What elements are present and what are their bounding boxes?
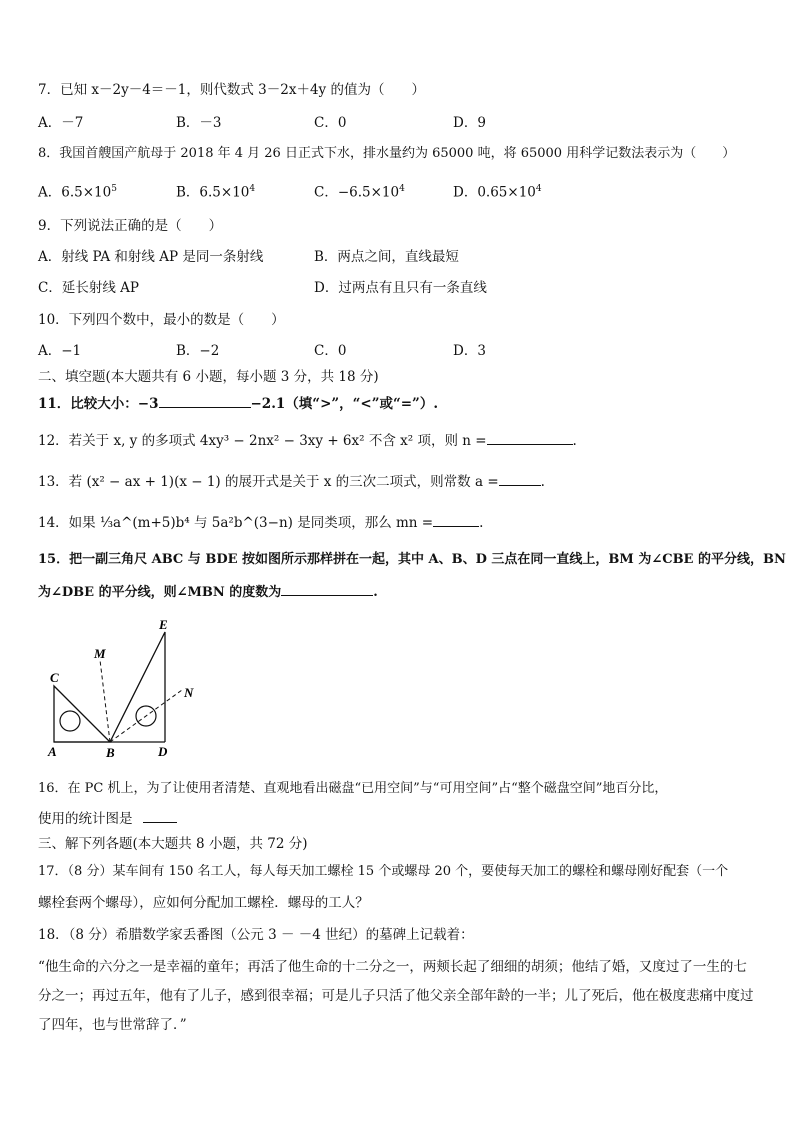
q11-tail: −2.1（填“>”，“<”或“=”）. [250, 396, 439, 412]
triangle-ruler-figure [40, 614, 210, 764]
q8-option-c-exp: 4 [399, 184, 405, 194]
q11 [38, 393, 438, 414]
q12-tail: . [572, 433, 577, 449]
label-m: M [94, 646, 106, 661]
q8-option-d-label: D． [453, 184, 478, 201]
q13 [38, 471, 545, 492]
q7-option-b: B．－3 [176, 115, 222, 131]
q7-option-d: D．9 [453, 115, 486, 131]
q12-answer-blank[interactable] [487, 430, 573, 445]
section-3-heading: 三、解下列各题(本大题共 8 小题，共 72 分) [38, 836, 308, 852]
q17-line1: 17．（8 分）某车间有 150 名工人，每人每天加工螺栓 15 个或螺母 20 个，要使每天加工的螺栓和螺母刚好配套（一个 [38, 864, 729, 879]
q16-text: 使用的统计图是 [38, 811, 133, 827]
q10-stem: 10．下列四个数中，最小的数是（ ） [38, 312, 285, 328]
q14-answer-blank[interactable] [433, 512, 479, 527]
q8-option-c-label: C． [314, 184, 338, 201]
ruler-hole-left [60, 711, 80, 731]
q13-text: 13．若 (x² − ax + 1)(x − 1) 的展开式是关于 x 的三次二项式，则常数 a = [38, 474, 499, 490]
q16-line1: 16．在 PC 机上，为了让使用者清楚、直观地看出磁盘“已用空间”与“可用空间”占“整个磁盘空间”地百分比， [38, 781, 668, 796]
q13-answer-blank[interactable] [499, 471, 541, 486]
q12-text: 12．若关于 x, y 的多项式 4xy³ − 2nx² − 3xy + 6x² 不含 x² 项，则 n = [38, 433, 487, 449]
q15-tail: . [373, 585, 378, 600]
label-a: A [48, 744, 57, 759]
q9-option-d: D．过两点有且只有一条直线 [314, 280, 487, 296]
label-d: D [158, 744, 168, 759]
q8-option-a-exp: 5 [111, 184, 117, 194]
q8-option-d-value: 0.65×10 [477, 184, 536, 201]
q8-option-c-value: −6.5×10 [337, 184, 400, 201]
q8-option-b-label: B． [176, 184, 200, 201]
q10-option-c: C．0 [314, 343, 347, 359]
q16-line2 [38, 808, 177, 829]
q8-option-b-exp: 4 [249, 184, 256, 194]
q8-option-b [176, 179, 255, 203]
q15-line1: 15．把一副三角尺 ABC 与 BDE 按如图所示那样拼在一起，其中 A、B、D 三点在同一直线上，BM 为∠CBE 的平分线，BN [38, 552, 786, 567]
bisector-bn [110, 690, 182, 742]
bisector-bm [100, 660, 110, 742]
q14-tail: . [479, 515, 484, 531]
q15-answer-blank[interactable] [281, 581, 373, 596]
q7-option-c: C．0 [314, 115, 347, 131]
q18-line1: 18．（8 分）希腊数学家丢番图（公元 3 － －4 世纪）的墓碑上记载着： [38, 927, 474, 943]
q8-option-a [38, 179, 117, 203]
q18-epitaph: “他生命的六分之一是幸福的童年；再活了他生命的十二分之一，两颊长起了细细的胡须；他结了婚，又度过了一生的七分之一；再过五年，他有了儿子，感到很幸福；可是儿子只活了他父亲全部年龄的一半；儿了死后，他在极度悲痛中度过了四年，也与世常辞了．” [38, 959, 754, 1033]
q15-text: 为∠DBE 的平分线，则∠MBN 的度数为 [38, 585, 282, 600]
section-2-heading: 二、填空题(本大题共有 6 小题，每小题 3 分，共 18 分) [38, 369, 379, 385]
q8-option-b-value: 6.5×10 [199, 184, 250, 201]
q13-tail: . [540, 474, 545, 490]
q8-option-d-exp: 4 [535, 184, 542, 194]
label-b: B [106, 745, 115, 760]
q14-text: 14．如果 ⅓a^(m+5)b⁴ 与 5a²b^(3−n) 是同类项，那么 mn = [38, 515, 434, 531]
q9-option-a: A．射线 PA 和射线 AP 是同一条射线 [38, 249, 264, 265]
triangle-bde [110, 632, 165, 742]
q7-option-a: A．－7 [38, 115, 84, 131]
label-n: N [184, 685, 194, 700]
label-c: C [50, 670, 59, 685]
q15-line2 [38, 581, 378, 603]
q8-option-c [314, 179, 405, 203]
q10-option-a: A．−1 [38, 343, 82, 359]
q7-stem: 7．已知 x－2y－4＝－1，则代数式 3－2x＋4y 的值为（ ） [38, 82, 425, 98]
q12 [38, 430, 577, 451]
label-e: E [159, 617, 168, 632]
q17-line2: 螺栓套两个螺母），应如何分配加工螺栓．螺母的工人？ [38, 895, 369, 911]
q8-option-a-value: 6.5×10 [61, 184, 112, 201]
q9-stem: 9．下列说法正确的是（ ） [38, 218, 223, 234]
q11-answer-blank[interactable] [159, 393, 251, 408]
q11-text: 11．比较大小：−3 [38, 396, 159, 412]
q9-option-c: C．延长射线 AP [38, 280, 139, 296]
q10-option-b: B．−2 [176, 343, 220, 359]
q9-option-b: B．两点之间，直线最短 [314, 249, 459, 265]
q16-answer-blank[interactable] [143, 808, 177, 823]
q10-option-d: D．3 [453, 343, 486, 359]
q8-option-a-label: A． [38, 184, 62, 201]
q14 [38, 512, 483, 533]
q8-option-d [453, 179, 542, 203]
q8-stem: 8．我国首艘国产航母于 2018 年 4 月 26 日正式下水，排水量约为 65000 吨，将 65000 用科学记数法表示为（ ） [38, 146, 736, 161]
